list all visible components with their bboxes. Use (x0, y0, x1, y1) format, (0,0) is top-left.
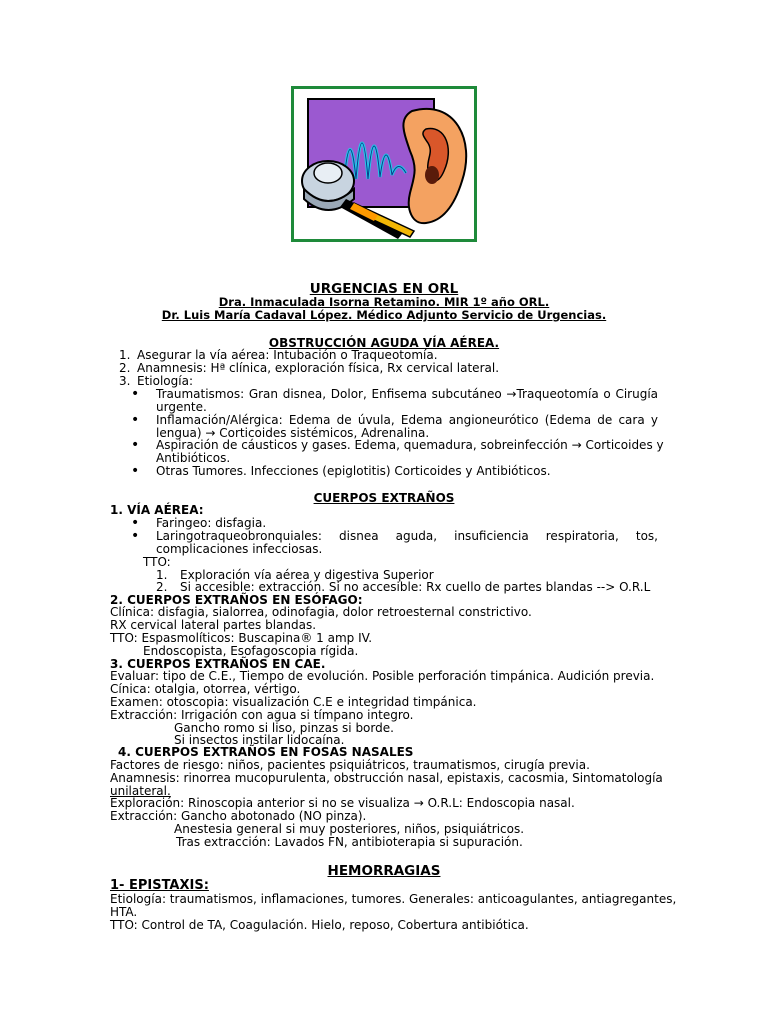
list-item: Antibióticos. (156, 451, 231, 465)
bullet-icon: • (131, 412, 140, 428)
list-item: Inflamación/Alérgica: Edema de úvula, Edema angioneurótico (Edema de cara y (156, 413, 658, 427)
section-title-hemorragias: HEMORRAGIAS (327, 863, 441, 879)
list-number: 1. (156, 568, 168, 582)
section-title-cuerpos-extranos: CUERPOS EXTRAÑOS (313, 491, 455, 505)
list-number: 2. (119, 361, 131, 375)
text-line: Extracción: Irrigación con agua si tímpano integro. (110, 708, 414, 722)
list-item: Si accesible: extracción. Si no accesible: Rx cuello de partes blandas --> O.R.L (180, 580, 651, 594)
bullet-icon: • (131, 528, 140, 544)
list-item: Otras Tumores. Infecciones (epiglotitis) Corticoides y Antibióticos. (156, 464, 551, 478)
list-item: Faringeo: disfagia. (156, 516, 267, 530)
list-item: Traumatismos: Gran disnea, Dolor, Enfisema subcutáneo →Traqueotomía o Cirugía (156, 387, 658, 401)
bullet-icon: • (131, 386, 140, 402)
list-item: Asegurar la vía aérea: Intubación o Traqueotomía. (137, 348, 438, 362)
subsection-heading: 1- EPISTAXIS: (110, 878, 209, 893)
text-line: Cínica: otalgia, otorrea, vértigo. (110, 682, 301, 696)
document-title: URGENCIAS EN ORL (309, 281, 459, 297)
text-line: Tras extracción: Lavados FN, antibioterapia si supuración. (176, 835, 523, 849)
text-line: RX cervical lateral partes blandas. (110, 618, 317, 632)
bullet-icon: • (131, 463, 140, 479)
author-line-2: Dr. Luis María Cadaval López. Médico Adjunto Servicio de Urgencias. (161, 308, 607, 322)
text-line: TTO: Control de TA, Coagulación. Hielo, reposo, Cobertura antibiótica. (110, 918, 529, 932)
subsection-heading: 4. CUERPOS EXTRAÑOS EN FOSAS NASALES (118, 745, 414, 759)
ear-otoscope-logo (291, 86, 477, 242)
list-number: 3. (119, 374, 131, 388)
list-item: Aspiración de cáusticos y gases. Edema, quemadura, sobreinfección → Corticoides y (156, 438, 664, 452)
list-item: Etiología: (137, 374, 193, 388)
tto-label: TTO: (143, 555, 171, 569)
list-item: lengua) → Corticoides sistémicos, Adrenalina. (156, 426, 430, 440)
list-item: urgente. (156, 400, 207, 414)
text-line: Exploración: Rinoscopia anterior si no se visualiza → O.R.L: Endoscopia nasal. (110, 796, 575, 810)
text-line: TTO: Espasmolíticos: Buscapina® 1 amp IV. (110, 631, 373, 645)
subsection-heading: 1. VÍA AÉREA: (110, 503, 204, 517)
text-line: HTA. (110, 905, 138, 919)
text-line: Anamnesis: rinorrea mucopurulenta, obstrucción nasal, epistaxis, cacosmia, Sintomatología (110, 771, 663, 785)
text-line: Examen: otoscopia: visualización C.E e integridad timpánica. (110, 695, 477, 709)
list-number: 1. (119, 348, 131, 362)
text-line: Si insectos instilar lidocaína. (174, 733, 345, 747)
list-number: 2. (156, 580, 168, 594)
text-line: Factores de riesgo: niños, pacientes psiquiátricos, traumatismos, cirugía previa. (110, 758, 590, 772)
bullet-icon: • (131, 515, 140, 531)
author-line-1: Dra. Inmaculada Isorna Retamino. MIR 1º año ORL. (218, 295, 550, 309)
list-item: Anamnesis: Hª clínica, exploración física, Rx cervical lateral. (137, 361, 500, 375)
list-item: Laringotraqueobronquiales: disnea aguda, insuficiencia respiratoria, tos, (156, 529, 658, 543)
text-line: Clínica: disfagia, sialorrea, odinofagia, dolor retroesternal constrictivo. (110, 605, 532, 619)
subsection-heading: 3. CUERPOS EXTRAÑOS EN CAE. (110, 657, 326, 671)
text-line: Anestesia general si muy posteriores, niños, psiquiátricos. (174, 822, 525, 836)
text-line: Etiología: traumatismos, inflamaciones, tumores. Generales: anticoagulantes, antiagregantes, (110, 892, 677, 906)
subsection-heading: 2. CUERPOS EXTRAÑOS EN ESÓFAGO: (110, 593, 363, 607)
text-line: Extracción: Gancho abotonado (NO pinza). (110, 809, 367, 823)
bullet-icon: • (131, 437, 140, 453)
text-line: unilateral. (110, 784, 171, 798)
list-item: Exploración vía aérea y digestiva Superior (180, 568, 434, 582)
ear-otoscope-icon (294, 89, 474, 239)
text-line: Evaluar: tipo de C.E., Tiempo de evolución. Posible perforación timpánica. Audición previa. (110, 669, 655, 683)
text-line: Gancho romo si liso, pinzas si borde. (174, 721, 394, 735)
text-line: Endoscopista, Esofagoscopia rígida. (143, 644, 359, 658)
section-title-obstruccion: OBSTRUCCIÓN AGUDA VÍA AÉREA. (268, 336, 500, 350)
list-item: complicaciones infecciosas. (156, 542, 323, 556)
